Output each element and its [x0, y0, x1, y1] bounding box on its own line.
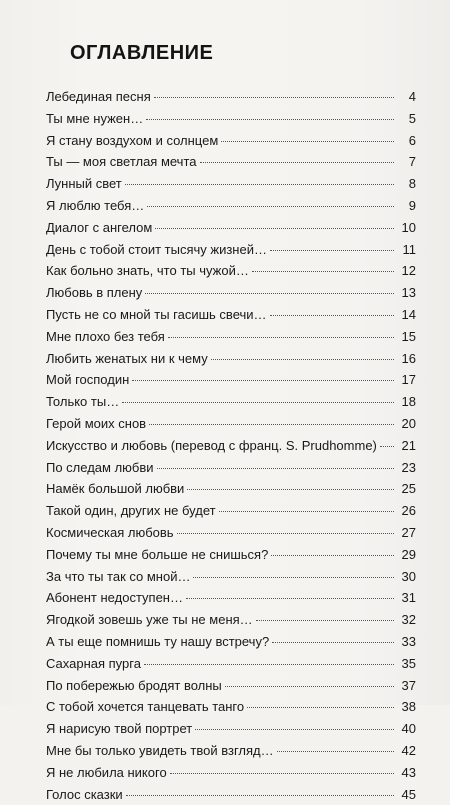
toc-dot-leader [193, 576, 394, 578]
toc-entry-title: Лебединая песня [46, 86, 154, 108]
toc-page-number: 43 [400, 762, 416, 784]
toc-page-number: 4 [400, 86, 416, 108]
toc-entry-title: Я не любила никого [46, 762, 170, 784]
toc-dot-leader [145, 292, 394, 294]
toc-entry [46, 413, 416, 435]
toc-entry [46, 130, 416, 152]
toc-page-number: 32 [400, 609, 416, 631]
toc-entry [46, 173, 416, 195]
toc-page-number: 38 [400, 696, 416, 718]
toc-entry-title: Абонент недоступен… [46, 587, 186, 609]
toc-dot-leader [200, 161, 395, 163]
toc-dot-leader [272, 641, 394, 643]
toc-dot-leader [277, 750, 394, 752]
toc-dot-leader [271, 554, 394, 556]
toc-page-number: 33 [400, 631, 416, 653]
toc-dot-leader [225, 685, 394, 687]
toc-entry [46, 784, 416, 805]
toc-page-number: 45 [400, 784, 416, 805]
toc-page-number: 8 [400, 173, 416, 195]
toc-entry-title: Почему ты мне больше не снишься? [46, 544, 271, 566]
toc-entry-title: Намёк большой любви [46, 478, 187, 500]
toc-dot-leader [170, 772, 394, 774]
toc-dot-leader [146, 118, 394, 120]
toc-entry [46, 718, 416, 740]
toc-dot-leader [270, 249, 394, 251]
toc-page-number: 29 [400, 544, 416, 566]
toc-entry [46, 653, 416, 675]
toc-dot-leader [132, 379, 394, 381]
toc-entry-title: Мне плохо без тебя [46, 326, 168, 348]
toc-page-number: 15 [400, 326, 416, 348]
page-title: ОГЛАВЛЕНИЕ [70, 41, 213, 65]
toc-entry [46, 239, 416, 261]
toc-entry [46, 478, 416, 500]
toc-page-number: 17 [400, 369, 416, 391]
toc-entry [46, 500, 416, 522]
toc-entry [46, 369, 416, 391]
toc-dot-leader [211, 358, 394, 360]
toc-entry [46, 457, 416, 479]
toc-page-number: 9 [400, 195, 416, 217]
toc-entry-title: Ягодкой зовешь уже ты не меня… [46, 609, 256, 631]
toc-entry-title: Мой господин [46, 369, 132, 391]
toc-entry-title: Как больно знать, что ты чужой… [46, 260, 252, 282]
toc-entry-title: По побережью бродят волны [46, 675, 225, 697]
toc-dot-leader [187, 488, 394, 490]
toc-entry [46, 282, 416, 304]
toc-entry-title: Я стану воздухом и солнцем [46, 130, 221, 152]
toc-dot-leader [380, 445, 394, 447]
toc-page-number: 6 [400, 130, 416, 152]
toc-page-number: 11 [400, 239, 416, 261]
toc-entry-title: А ты еще помнишь ту нашу встречу? [46, 631, 272, 653]
toc-entry-title: Ты мне нужен… [46, 108, 146, 130]
toc-dot-leader [195, 728, 394, 730]
toc-entry [46, 587, 416, 609]
toc-entry-title: Любить женатых ни к чему [46, 348, 211, 370]
toc-entry [46, 740, 416, 762]
toc-entry-title: Герой моих снов [46, 413, 149, 435]
toc-dot-leader [154, 96, 394, 98]
toc-dot-leader [147, 205, 394, 207]
toc-page-number: 10 [400, 217, 416, 239]
toc-page-number: 31 [400, 587, 416, 609]
toc-entry [46, 522, 416, 544]
toc-entry-title: Сахарная пурга [46, 653, 144, 675]
toc-entry-title: Такой один, других не будет [46, 500, 219, 522]
toc-entry-title: Космическая любовь [46, 522, 177, 544]
toc-page-number: 30 [400, 566, 416, 588]
toc-page-number: 16 [400, 348, 416, 370]
toc-page-number: 40 [400, 718, 416, 740]
toc-dot-leader [247, 706, 394, 708]
toc-page-number: 25 [400, 478, 416, 500]
toc-page-number: 20 [400, 413, 416, 435]
toc-entry [46, 609, 416, 631]
toc-page-number: 5 [400, 108, 416, 130]
toc-entry [46, 348, 416, 370]
toc-dot-leader [256, 619, 394, 621]
toc-entry [46, 217, 416, 239]
toc-dot-leader [221, 140, 394, 142]
toc-page-number: 7 [400, 151, 416, 173]
toc-dot-leader [155, 227, 394, 229]
toc-entry-title: Диалог с ангелом [46, 217, 155, 239]
toc-entry-title: Только ты… [46, 391, 122, 413]
toc-entry-title: Искусство и любовь (перевод с франц. S. Prudhomme) [46, 435, 380, 457]
toc-entry [46, 151, 416, 173]
toc-page-number: 42 [400, 740, 416, 762]
toc-dot-leader [270, 314, 394, 316]
toc-dot-leader [157, 467, 394, 469]
toc-page-number: 35 [400, 653, 416, 675]
toc-dot-leader [186, 597, 394, 599]
toc-entry-title: Мне бы только увидеть твой взгляд… [46, 740, 277, 762]
toc-entry [46, 435, 416, 457]
toc-dot-leader [125, 183, 394, 185]
toc-dot-leader [149, 423, 394, 425]
toc-page-number: 37 [400, 675, 416, 697]
toc-dot-leader [122, 401, 394, 403]
toc-page-number: 18 [400, 391, 416, 413]
toc-entry [46, 304, 416, 326]
toc-entry-title: Ты — моя светлая мечта [46, 151, 200, 173]
toc-entry [46, 260, 416, 282]
toc-entry-title: Лунный свет [46, 173, 125, 195]
toc-entry [46, 631, 416, 653]
toc-page-number: 23 [400, 457, 416, 479]
toc-entry [46, 86, 416, 108]
toc-page-number: 27 [400, 522, 416, 544]
toc-entry [46, 566, 416, 588]
toc-page-number: 12 [400, 260, 416, 282]
toc-entry [46, 696, 416, 718]
toc-page-number: 14 [400, 304, 416, 326]
toc-dot-leader [252, 270, 394, 272]
toc-entry-title: Я люблю тебя… [46, 195, 147, 217]
table-of-contents [46, 86, 416, 805]
toc-dot-leader [168, 336, 394, 338]
toc-page-number: 13 [400, 282, 416, 304]
toc-entry-title: День с тобой стоит тысячу жизней… [46, 239, 270, 261]
toc-entry-title: Я нарисую твой портрет [46, 718, 195, 740]
toc-dot-leader [144, 663, 394, 665]
toc-entry-title: Голос сказки [46, 784, 126, 805]
toc-entry-title: Любовь в плену [46, 282, 145, 304]
toc-page-number: 26 [400, 500, 416, 522]
toc-entry-title: Пусть не со мной ты гасишь свечи… [46, 304, 270, 326]
toc-dot-leader [177, 532, 394, 534]
toc-entry [46, 675, 416, 697]
toc-entry-title: За что ты так со мной… [46, 566, 193, 588]
toc-dot-leader [126, 794, 394, 796]
toc-entry-title: По следам любви [46, 457, 157, 479]
toc-entry [46, 544, 416, 566]
toc-entry-title: С тобой хочется танцевать танго [46, 696, 247, 718]
toc-page-number: 21 [400, 435, 416, 457]
toc-dot-leader [219, 510, 394, 512]
toc-entry [46, 391, 416, 413]
toc-entry [46, 326, 416, 348]
toc-entry [46, 762, 416, 784]
toc-entry [46, 195, 416, 217]
toc-entry [46, 108, 416, 130]
